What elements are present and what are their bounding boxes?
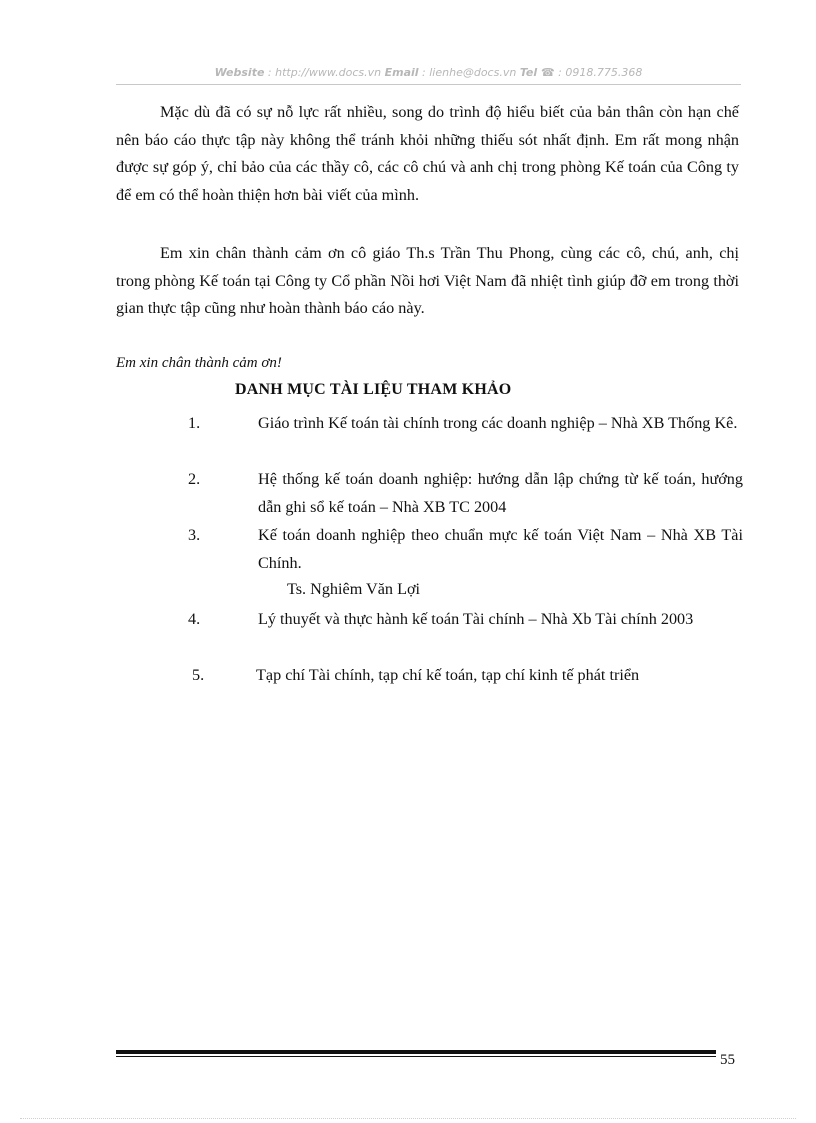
reference-text: Giáo trình Kế toán tài chính trong các doanh nghiệp – Nhà XB Thống Kê. xyxy=(258,414,738,432)
page-bottom-border xyxy=(20,1118,796,1119)
paragraph-acknowledgement: Mặc dù đã có sự nỗ lực rất nhiều, song do trình độ hiểu biết của bản thân còn hạn chế nên báo cáo thực tập này không thể tránh khỏi những thiếu sót nhất định. Em rất mong nhận được sự góp ý, chỉ bảo của các thầy cô, các cô chú và anh chị trong phòng Kế toán của Công ty để em có thể hoàn thiện hơn bài viết của mình. xyxy=(116,103,739,204)
references-title: DANH MỤC TÀI LIỆU THAM KHẢO xyxy=(235,381,512,398)
page-number: 55 xyxy=(720,1052,735,1068)
email-label: Email xyxy=(384,66,419,79)
reference-text: Kế toán doanh nghiệp theo chuẩn mực kế toán Việt Nam – Nhà XB Tài Chính. xyxy=(258,526,743,572)
reference-text: Lý thuyết và thực hành kế toán Tài chính – Nhà Xb Tài chính 2003 xyxy=(258,610,694,628)
website-value: : http://www.docs.vn xyxy=(264,66,385,79)
website-label: Website xyxy=(214,66,265,79)
page-header xyxy=(116,66,741,79)
reference-text: Tạp chí Tài chính, tạp chí kế toán, tạp chí kinh tế phát triển xyxy=(256,666,640,684)
footer-divider-thin xyxy=(116,1056,716,1057)
reference-number: 4. xyxy=(188,610,201,628)
paragraph-thanks: Em xin chân thành cảm ơn cô giáo Th.s Trần Thu Phong, cùng các cô, chú, anh, chị trong phòng Kế toán tại Công ty Cổ phần Nồi hơi Việt Nam đã nhiệt tình giúp đỡ em trong thời gian thực tập cũng như hoàn thành báo cáo này. xyxy=(116,244,739,317)
tel-label: Tel ☎ xyxy=(519,66,555,79)
closing-thanks: Em xin chân thành cảm ơn! xyxy=(116,355,282,371)
reference-number: 2. xyxy=(188,470,201,488)
reference-number: 1. xyxy=(188,414,201,432)
reference-number: 5. xyxy=(192,666,205,684)
tel-value: : 0918.775.368 xyxy=(554,66,643,79)
reference-author: Ts. Nghiêm Văn Lợi xyxy=(287,580,421,598)
reference-number: 3. xyxy=(188,526,201,544)
footer-divider-thick xyxy=(116,1050,716,1054)
email-value: : lienhe@docs.vn xyxy=(418,66,520,79)
reference-text: Hệ thống kế toán doanh nghiệp: hướng dẫn lập chứng từ kế toán, hướng dẫn ghi sổ kế toán – Nhà XB TC 2004 xyxy=(258,470,743,516)
header-divider xyxy=(116,84,741,85)
